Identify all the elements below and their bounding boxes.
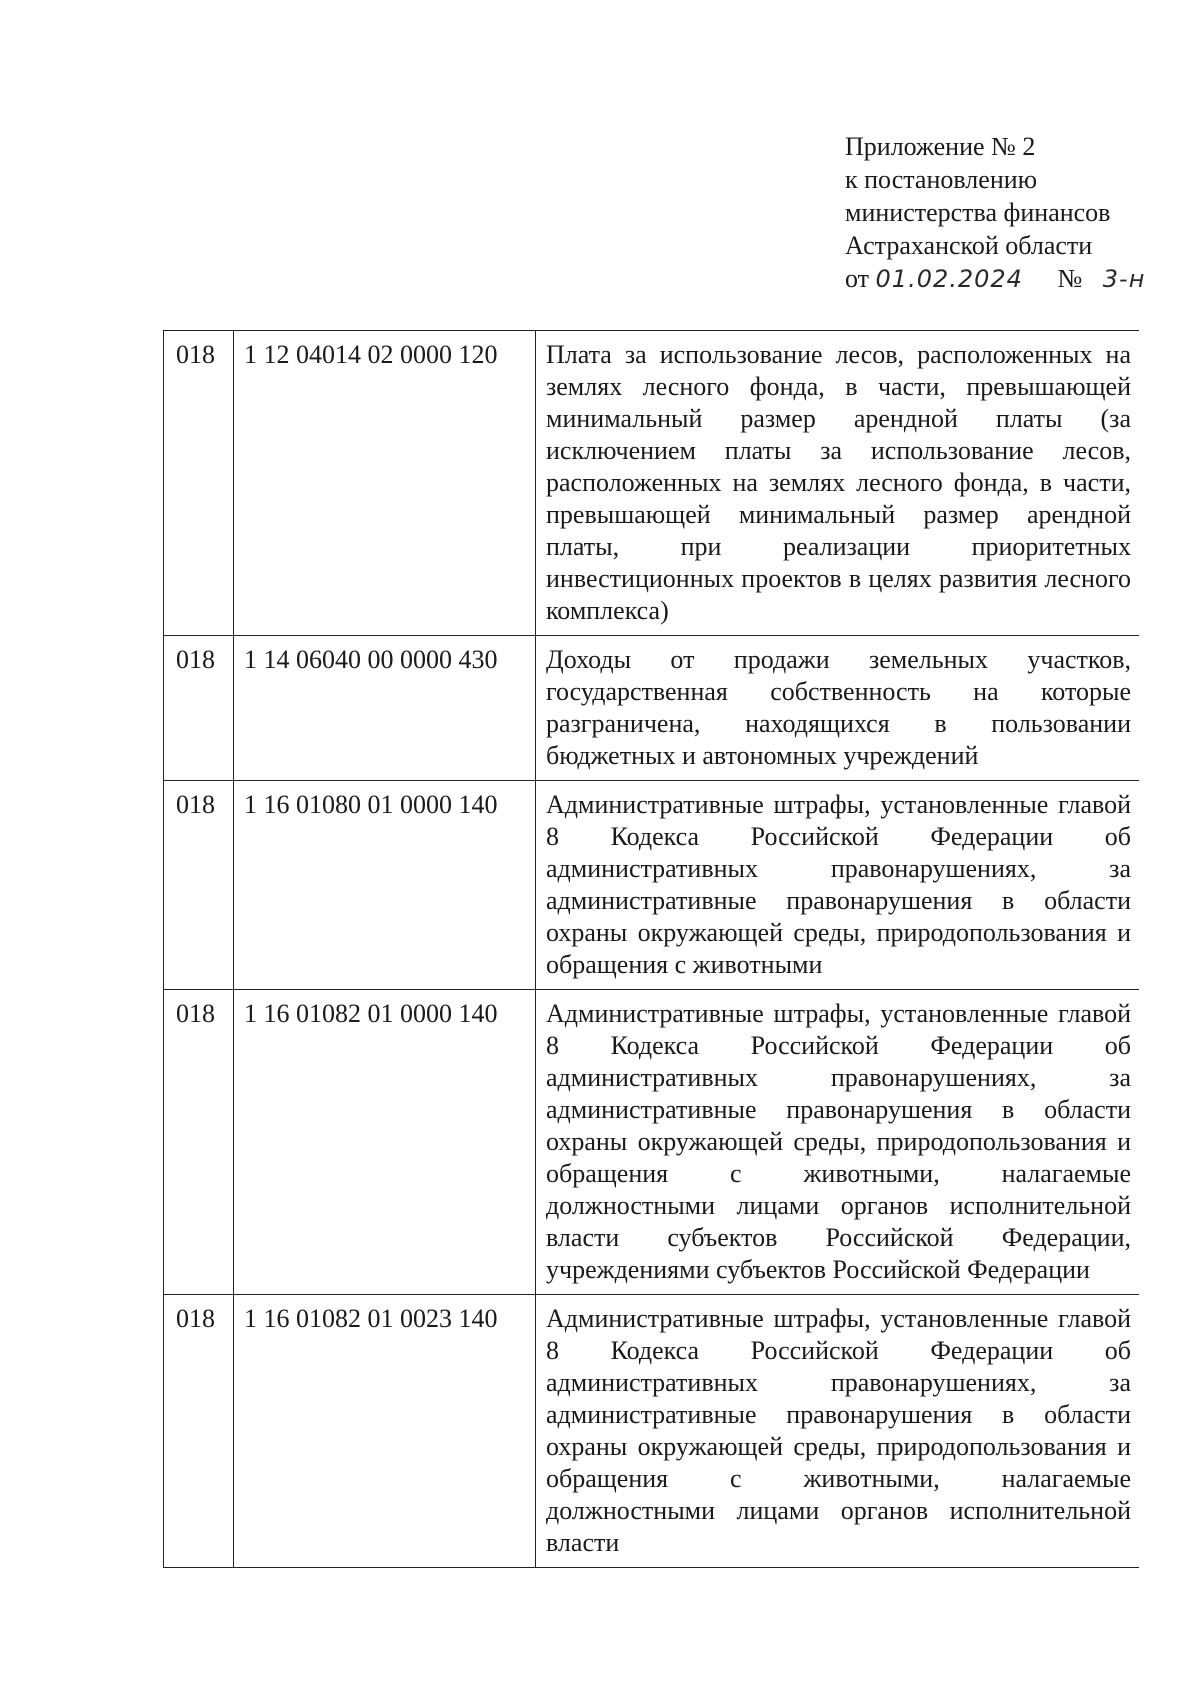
number-label: № — [1057, 264, 1083, 293]
table-row — [164, 781, 1140, 990]
appendix-date-number-line — [845, 262, 1145, 296]
kbk-code-cell: 1 16 01082 01 0023 140 — [234, 1295, 536, 1568]
date-prefix: от — [845, 264, 870, 293]
kbk-code-cell: 1 16 01082 01 0000 140 — [234, 990, 536, 1295]
revenue-codes-table-container — [163, 330, 1139, 1575]
kbk-code-cell: 1 16 01080 01 0000 140 — [234, 781, 536, 990]
handwritten-number: 3-н — [1102, 265, 1146, 293]
description-cell: Административные штрафы, установленные главой 8 Кодекса Российской Федерации об административных правонарушениях, за административные правонарушения в области охраны окружающей среды, природопользования и обращения с животными, налагаемые должностными лицами органов исполнительной власти субъектов Российской Федерации, учреждениями субъектов Российской Федерации — [536, 990, 1140, 1295]
appendix-reference-line: к постановлению — [845, 165, 1038, 194]
appendix-region-line: Астраханской области — [845, 231, 1093, 260]
table-row — [164, 636, 1140, 781]
table-row — [164, 990, 1140, 1295]
table-row — [164, 1295, 1140, 1568]
appendix-title: Приложение № 2 — [845, 132, 1036, 161]
admin-code-cell: 018 — [164, 1295, 234, 1568]
description-cell: Административные штрафы, установленные главой 8 Кодекса Российской Федерации об административных правонарушениях, за административные правонарушения в области охраны окружающей среды, природопользования и обращения с животными — [536, 781, 1140, 990]
admin-code-cell: 018 — [164, 990, 234, 1295]
appendix-header — [845, 130, 1145, 296]
description-cell: Административные штрафы, установленные главой 8 Кодекса Российской Федерации об административных правонарушениях, за административные правонарушения в области охраны окружающей среды, природопользования и обращения с животными, налагаемые должностными лицами органов исполнительной власти — [536, 1295, 1140, 1568]
kbk-code-cell: 1 14 06040 00 0000 430 — [234, 636, 536, 781]
admin-code-cell: 018 — [164, 636, 234, 781]
table-row — [164, 331, 1140, 636]
description-cell: Доходы от продажи земельных участков, государственная собственность на которые разграничена, находящихся в пользовании бюджетных и автономных учреждений — [536, 636, 1140, 781]
admin-code-cell: 018 — [164, 781, 234, 990]
description-cell: Плата за использование лесов, расположенных на землях лесного фонда, в части, превышающей минимальный размер арендной платы (за исключением платы за использование лесов, расположенных на землях лесного фонда, в части, превышающей минимальный размер арендной платы, при реализации приоритетных инвестиционных проектов в целях развития лесного комплекса) — [536, 331, 1140, 636]
appendix-ministry-line: министерства финансов — [845, 198, 1111, 227]
handwritten-date: 01.02.2024 — [875, 265, 1023, 293]
kbk-code-cell: 1 12 04014 02 0000 120 — [234, 331, 536, 636]
revenue-codes-table — [163, 330, 1139, 1568]
admin-code-cell: 018 — [164, 331, 234, 636]
